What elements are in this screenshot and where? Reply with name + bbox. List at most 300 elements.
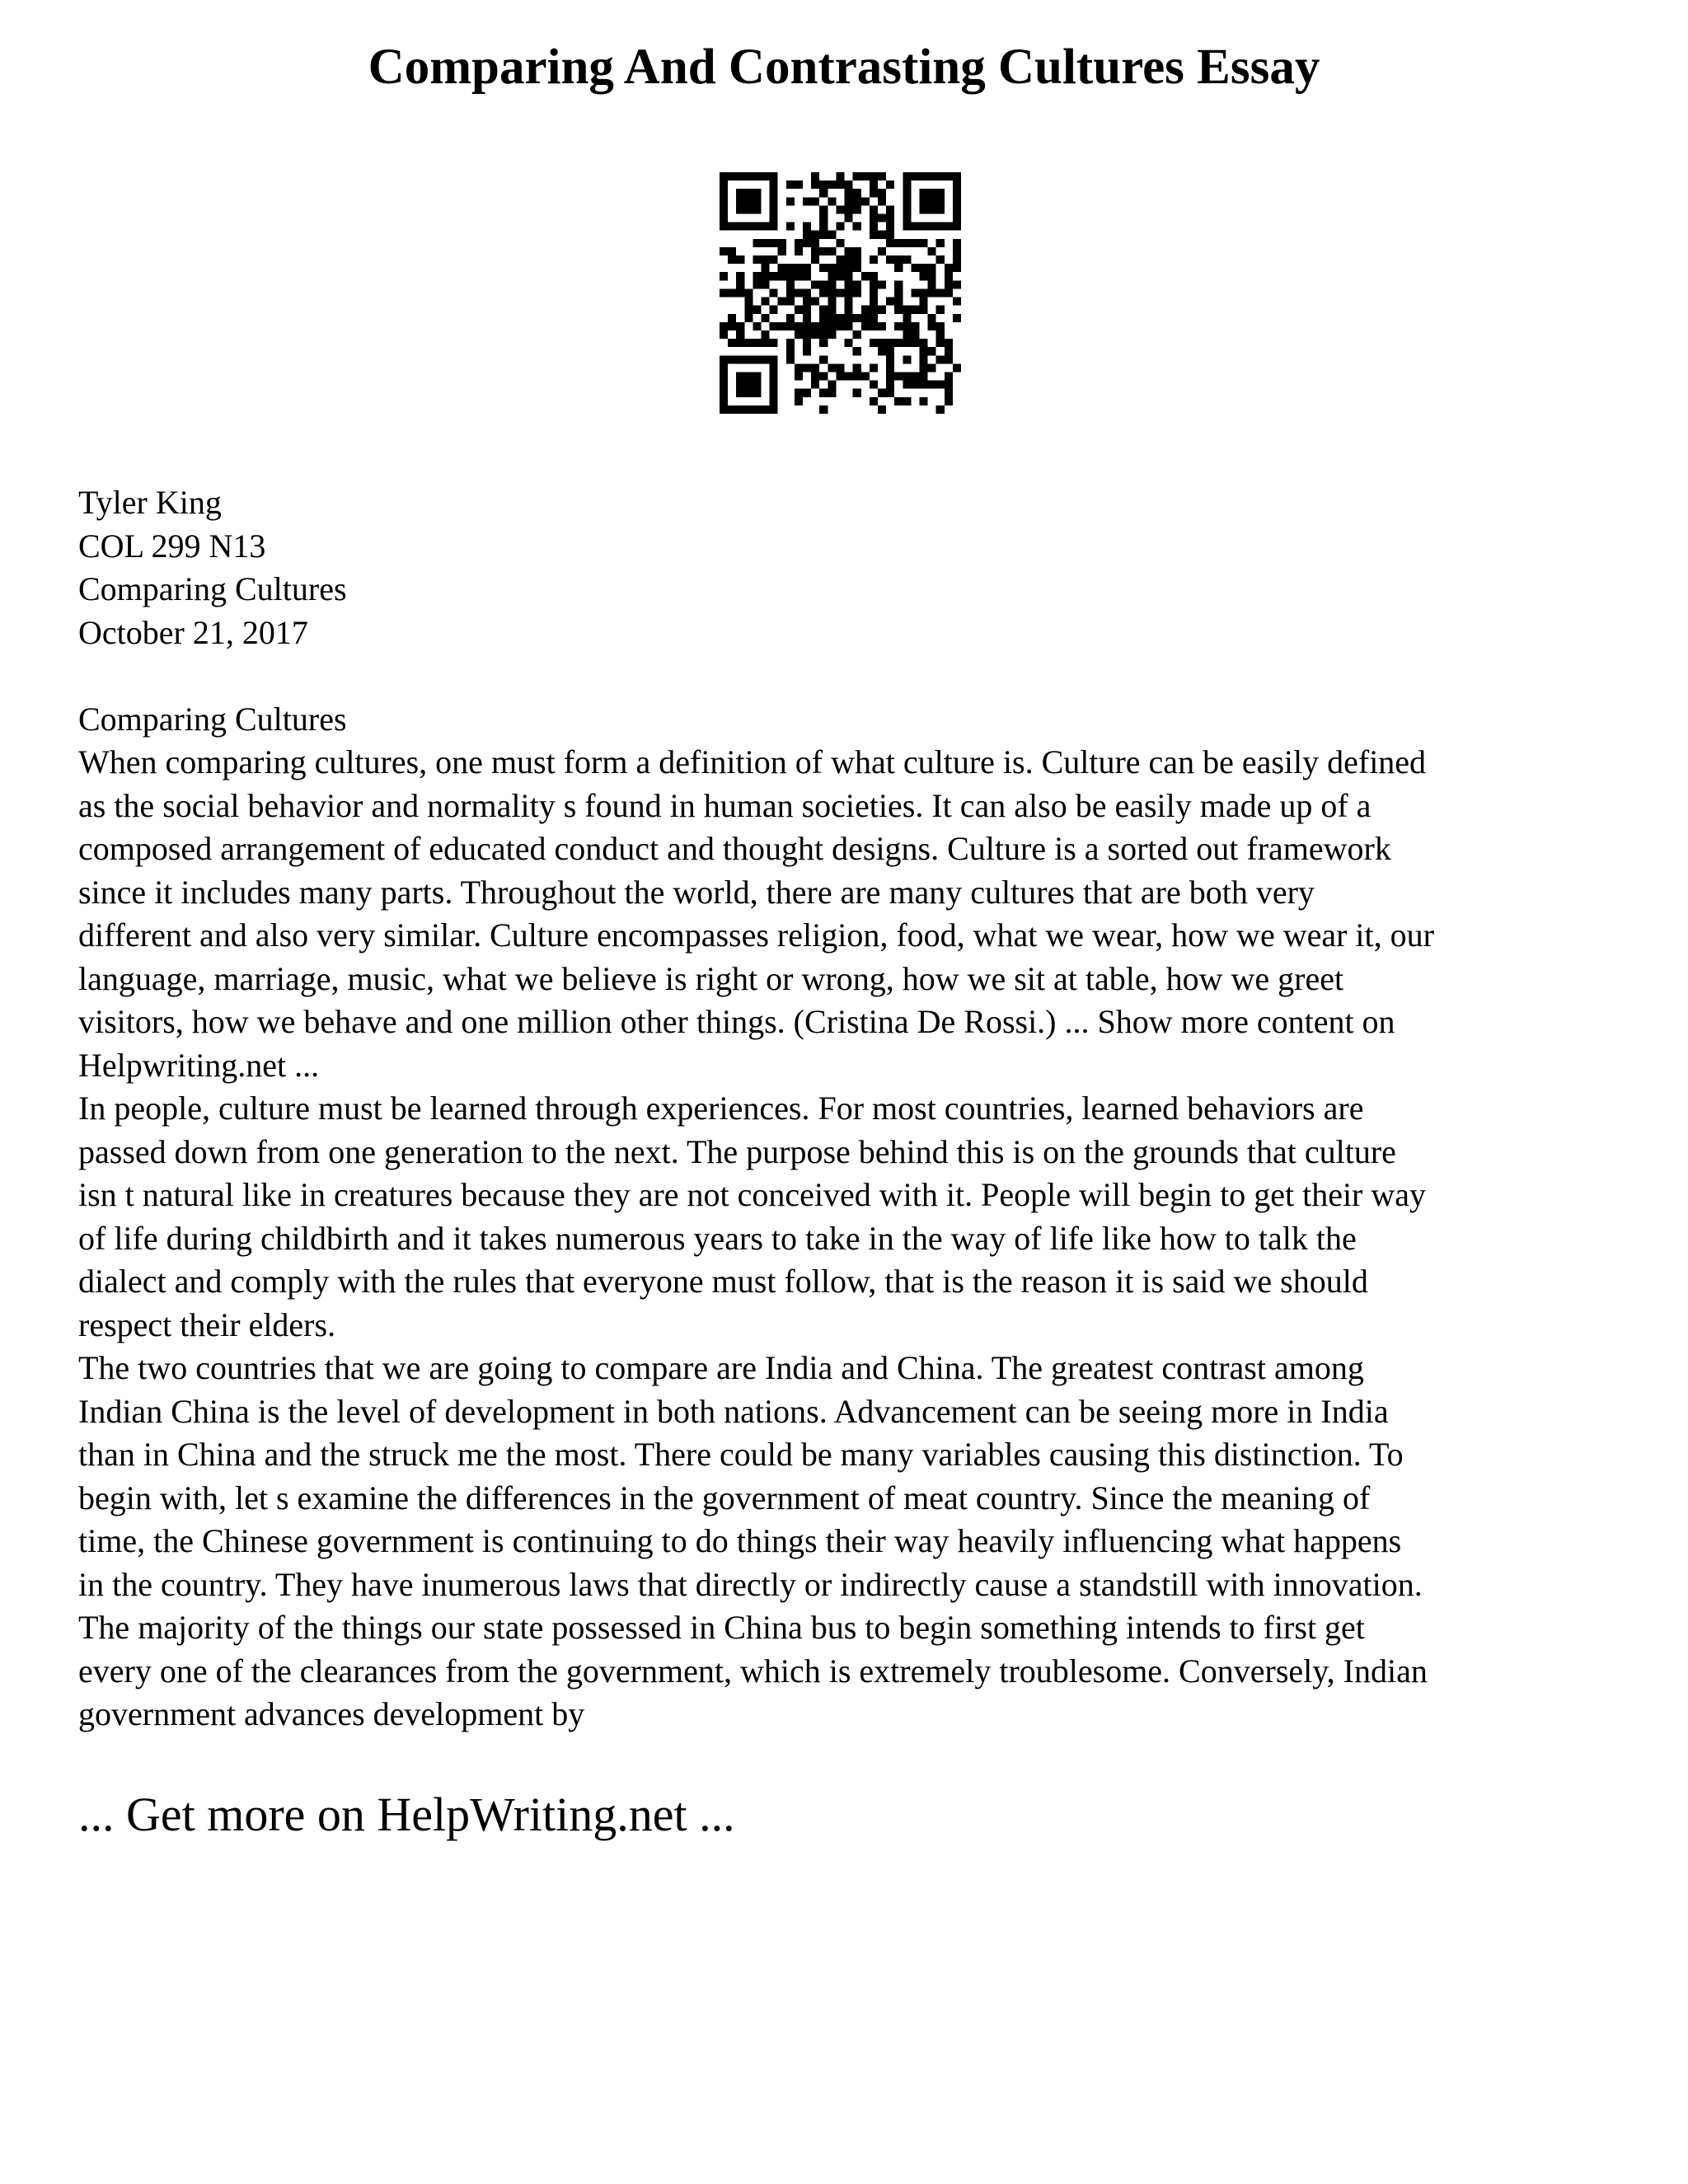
qr-module bbox=[736, 339, 744, 347]
qr-module bbox=[936, 239, 945, 247]
qr-module bbox=[762, 255, 770, 264]
qr-module bbox=[786, 347, 795, 355]
qr-module bbox=[845, 214, 853, 223]
qr-module bbox=[786, 180, 795, 189]
qr-module bbox=[770, 355, 778, 363]
qr-module bbox=[728, 314, 736, 322]
qr-module bbox=[770, 272, 778, 280]
qr-module bbox=[945, 381, 953, 389]
qr-module bbox=[753, 306, 761, 314]
qr-module bbox=[945, 172, 953, 180]
paragraph-line: language, marriage, music, what we believe is right or wrong, how we sit at table, how we greet bbox=[78, 959, 1344, 997]
qr-module bbox=[886, 339, 894, 347]
qr-module bbox=[770, 197, 778, 205]
qr-module bbox=[919, 264, 927, 272]
qr-module bbox=[770, 180, 778, 189]
qr-module bbox=[870, 339, 878, 347]
qr-module bbox=[803, 322, 811, 330]
qr-module bbox=[928, 314, 936, 322]
qr-module bbox=[853, 264, 861, 272]
qr-module bbox=[878, 306, 886, 314]
qr-module bbox=[744, 306, 753, 314]
qr-module bbox=[886, 381, 894, 389]
qr-module bbox=[836, 205, 844, 213]
qr-module bbox=[894, 372, 903, 380]
qr-module bbox=[919, 223, 927, 231]
qr-module bbox=[928, 280, 936, 288]
qr-module bbox=[878, 280, 886, 288]
qr-module bbox=[836, 272, 844, 280]
qr-module bbox=[903, 381, 911, 389]
qr-module bbox=[919, 298, 927, 306]
qr-module bbox=[770, 363, 778, 372]
qr-module bbox=[753, 372, 761, 380]
qr-module bbox=[853, 372, 861, 380]
qr-module bbox=[953, 280, 961, 288]
qr-module bbox=[945, 389, 953, 397]
qr-module bbox=[811, 231, 819, 239]
qr-module bbox=[945, 280, 953, 288]
qr-module bbox=[728, 172, 736, 180]
qr-module bbox=[861, 306, 870, 314]
qr-module bbox=[953, 205, 961, 213]
qr-module bbox=[836, 239, 844, 247]
qr-module bbox=[778, 247, 786, 255]
author-name: Tyler King bbox=[78, 484, 222, 521]
assignment-name: Comparing Cultures bbox=[78, 570, 347, 607]
qr-module bbox=[762, 239, 770, 247]
qr-module bbox=[720, 180, 728, 189]
qr-module bbox=[720, 405, 728, 414]
qr-module bbox=[753, 272, 761, 280]
qr-module bbox=[720, 288, 728, 297]
qr-module bbox=[886, 347, 894, 355]
qr-module bbox=[953, 214, 961, 223]
qr-module bbox=[770, 223, 778, 231]
qr-module bbox=[903, 214, 911, 223]
qr-module bbox=[928, 197, 936, 205]
qr-module bbox=[795, 330, 803, 339]
qr-module bbox=[720, 363, 728, 372]
paragraph-line: visitors, how we behave and one million other things. (Cristina De Rossi.) ... Show more content on bbox=[78, 1003, 1395, 1040]
paragraph-line: than in China and the struck me the most. There could be many variables causing this distinction. To bbox=[78, 1436, 1404, 1473]
qr-module bbox=[953, 180, 961, 189]
qr-module bbox=[919, 363, 927, 372]
paragraph-line: passed down from one generation to the next. The purpose behind this is on the grounds that culture bbox=[78, 1132, 1396, 1170]
qr-module bbox=[845, 314, 853, 322]
qr-module bbox=[770, 189, 778, 197]
qr-module bbox=[795, 272, 803, 280]
paragraph-line: dialect and comply with the rules that everyone must follow, that is the reason it is said we should bbox=[78, 1263, 1368, 1300]
qr-module bbox=[878, 247, 886, 255]
qr-module bbox=[753, 322, 761, 330]
qr-module bbox=[919, 239, 927, 247]
qr-module bbox=[720, 189, 728, 197]
qr-module bbox=[744, 405, 753, 414]
qr-module bbox=[811, 172, 819, 180]
qr-module bbox=[786, 197, 795, 205]
qr-module bbox=[928, 189, 936, 197]
qr-module bbox=[928, 347, 936, 355]
qr-module bbox=[936, 381, 945, 389]
qr-module bbox=[819, 223, 828, 231]
qr-module bbox=[744, 339, 753, 347]
qr-module bbox=[828, 330, 836, 339]
qr-module bbox=[736, 255, 744, 264]
qr-module bbox=[819, 189, 828, 197]
paragraph-line: every one of the clearances from the government, which is extremely troublesome. Conversely, Indian bbox=[78, 1652, 1428, 1690]
qr-module bbox=[919, 288, 927, 297]
qr-module bbox=[753, 223, 761, 231]
qr-module bbox=[878, 322, 886, 330]
qr-module bbox=[919, 172, 927, 180]
qr-module bbox=[845, 205, 853, 213]
qr-module bbox=[720, 397, 728, 405]
qr-module bbox=[919, 339, 927, 347]
qr-module bbox=[803, 197, 811, 205]
qr-module bbox=[945, 264, 953, 272]
qr-module bbox=[720, 322, 728, 330]
qr-module bbox=[828, 298, 836, 306]
qr-module bbox=[720, 223, 728, 231]
qr-module bbox=[803, 339, 811, 347]
qr-module bbox=[845, 306, 853, 314]
qr-module bbox=[928, 247, 936, 255]
qr-module bbox=[886, 255, 894, 264]
qr-module bbox=[753, 280, 761, 288]
qr-module bbox=[720, 172, 728, 180]
qr-module bbox=[728, 355, 736, 363]
qr-module bbox=[911, 264, 919, 272]
qr-module bbox=[811, 197, 819, 205]
qr-module bbox=[770, 288, 778, 297]
qr-module bbox=[845, 247, 853, 255]
qr-module bbox=[870, 288, 878, 297]
qr-module bbox=[803, 298, 811, 306]
qr-module bbox=[919, 205, 927, 213]
paragraph-line: The majority of the things our state possessed in China bus to begin something intends to first get bbox=[78, 1609, 1365, 1646]
qr-module bbox=[911, 172, 919, 180]
qr-module bbox=[720, 197, 728, 205]
qr-module bbox=[870, 280, 878, 288]
qr-module bbox=[911, 372, 919, 380]
qr-module bbox=[853, 389, 861, 397]
qr-module bbox=[870, 314, 878, 322]
qr-module bbox=[903, 223, 911, 231]
qr-module bbox=[762, 314, 770, 322]
qr-module bbox=[878, 197, 886, 205]
qr-module bbox=[744, 288, 753, 297]
qr-module bbox=[770, 172, 778, 180]
qr-module bbox=[928, 288, 936, 297]
qr-module bbox=[819, 205, 828, 213]
qr-module bbox=[894, 255, 903, 264]
qr-module bbox=[786, 272, 795, 280]
qr-module bbox=[919, 381, 927, 389]
qr-module bbox=[919, 372, 927, 380]
qr-module bbox=[762, 405, 770, 414]
qr-module bbox=[753, 189, 761, 197]
qr-module bbox=[770, 322, 778, 330]
qr-module bbox=[762, 355, 770, 363]
qr-module bbox=[836, 255, 844, 264]
qr-module bbox=[736, 381, 744, 389]
qr-module bbox=[795, 372, 803, 380]
qr-module bbox=[736, 389, 744, 397]
qr-module bbox=[911, 330, 919, 339]
qr-module bbox=[945, 272, 953, 280]
qr-module bbox=[803, 314, 811, 322]
qr-module bbox=[744, 389, 753, 397]
qr-module bbox=[928, 205, 936, 213]
qr-module bbox=[803, 347, 811, 355]
qr-module bbox=[894, 280, 903, 288]
qr-module bbox=[728, 322, 736, 330]
qr-module bbox=[886, 355, 894, 363]
qr-module bbox=[803, 389, 811, 397]
qr-module bbox=[886, 223, 894, 231]
qr-module bbox=[744, 314, 753, 322]
qr-module bbox=[919, 397, 927, 405]
qr-module bbox=[828, 231, 836, 239]
qr-module bbox=[886, 363, 894, 372]
qr-module bbox=[953, 223, 961, 231]
get-more-link[interactable]: ... Get more on HelpWriting.net ... bbox=[78, 1788, 735, 1841]
qr-module bbox=[770, 205, 778, 213]
qr-module bbox=[828, 288, 836, 297]
qr-module bbox=[720, 247, 728, 255]
qr-module bbox=[736, 288, 744, 297]
qr-module bbox=[919, 306, 927, 314]
qr-module bbox=[720, 272, 728, 280]
qr-module bbox=[786, 264, 795, 272]
qr-module bbox=[911, 306, 919, 314]
qr-module bbox=[819, 280, 828, 288]
qr-module bbox=[811, 298, 819, 306]
qr-module bbox=[819, 306, 828, 314]
qr-module bbox=[870, 214, 878, 223]
qr-module bbox=[795, 397, 803, 405]
qr-module bbox=[945, 347, 953, 355]
qr-module bbox=[903, 197, 911, 205]
qr-module bbox=[736, 355, 744, 363]
qr-module bbox=[928, 272, 936, 280]
qr-module bbox=[936, 223, 945, 231]
qr-module bbox=[736, 272, 744, 280]
qr-module bbox=[728, 339, 736, 347]
paragraph-line: begin with, let s examine the differences in the government of meat country. Since the meaning of bbox=[78, 1479, 1371, 1516]
qr-module bbox=[878, 389, 886, 397]
qr-module bbox=[845, 280, 853, 288]
qr-module bbox=[762, 223, 770, 231]
qr-module bbox=[728, 223, 736, 231]
qr-module bbox=[853, 223, 861, 231]
qr-module bbox=[878, 347, 886, 355]
qr-module bbox=[936, 306, 945, 314]
qr-module bbox=[945, 288, 953, 297]
qr-module bbox=[803, 306, 811, 314]
qr-module bbox=[845, 372, 853, 380]
qr-module bbox=[811, 239, 819, 247]
qr-module bbox=[919, 272, 927, 280]
qr-module bbox=[870, 189, 878, 197]
qr-module bbox=[819, 231, 828, 239]
qr-module bbox=[720, 389, 728, 397]
qr-module bbox=[928, 172, 936, 180]
paragraph-line: Indian China is the level of development in both nations. Advancement can be seeing more in India bbox=[78, 1392, 1389, 1430]
qr-module bbox=[828, 280, 836, 288]
qr-module bbox=[870, 397, 878, 405]
qr-module bbox=[744, 372, 753, 380]
qr-module bbox=[795, 363, 803, 372]
qr-module bbox=[936, 288, 945, 297]
qr-module bbox=[853, 189, 861, 197]
qr-module bbox=[786, 314, 795, 322]
paragraph-line: of life during childbirth and it takes numerous years to take in the way of life like how to talk the bbox=[78, 1219, 1357, 1257]
qr-module bbox=[903, 372, 911, 380]
qr-module bbox=[744, 189, 753, 197]
qr-module bbox=[753, 339, 761, 347]
qr-module bbox=[828, 389, 836, 397]
qr-module bbox=[919, 197, 927, 205]
qr-module bbox=[853, 255, 861, 264]
qr-module bbox=[819, 264, 828, 272]
qr-module bbox=[770, 239, 778, 247]
qr-module bbox=[819, 405, 828, 414]
qr-module bbox=[762, 339, 770, 347]
qr-module bbox=[819, 389, 828, 397]
qr-module bbox=[828, 306, 836, 314]
qr-module bbox=[836, 264, 844, 272]
qr-module bbox=[853, 197, 861, 205]
qr-module bbox=[786, 280, 795, 288]
qr-module bbox=[903, 397, 911, 405]
qr-module bbox=[945, 372, 953, 380]
qr-module bbox=[878, 339, 886, 347]
qr-module bbox=[886, 298, 894, 306]
qr-module bbox=[903, 314, 911, 322]
qr-module bbox=[953, 247, 961, 255]
qr-module bbox=[811, 247, 819, 255]
qr-module bbox=[728, 255, 736, 264]
qr-module bbox=[894, 288, 903, 297]
qr-module bbox=[720, 205, 728, 213]
qr-module bbox=[744, 298, 753, 306]
qr-module bbox=[828, 197, 836, 205]
qr-module bbox=[811, 363, 819, 372]
qr-module bbox=[845, 339, 853, 347]
essay-date: October 21, 2017 bbox=[78, 613, 308, 651]
paragraph-line: different and also very similar. Culture encompasses religion, food, what we wear, how we wear it, our bbox=[78, 916, 1434, 954]
qr-module bbox=[953, 298, 961, 306]
qr-module bbox=[720, 372, 728, 380]
qr-module bbox=[928, 223, 936, 231]
qr-module bbox=[928, 264, 936, 272]
qr-module bbox=[911, 339, 919, 347]
qr-module bbox=[753, 205, 761, 213]
qr-module bbox=[870, 298, 878, 306]
qr-module bbox=[803, 239, 811, 247]
qr-module bbox=[778, 239, 786, 247]
paragraph-line: in the country. They have inumerous laws that directly or indirectly cause a standstill with innovation. bbox=[78, 1565, 1423, 1603]
qr-module bbox=[819, 322, 828, 330]
qr-module bbox=[836, 322, 844, 330]
qr-module bbox=[886, 239, 894, 247]
qr-module bbox=[720, 330, 728, 339]
qr-module bbox=[770, 255, 778, 264]
qr-module bbox=[878, 405, 886, 414]
qr-module bbox=[853, 314, 861, 322]
qr-module bbox=[770, 214, 778, 223]
qr-module bbox=[786, 355, 795, 363]
qr-module bbox=[894, 298, 903, 306]
qr-module bbox=[870, 272, 878, 280]
qr-module bbox=[753, 389, 761, 397]
qr-module bbox=[845, 272, 853, 280]
qr-module bbox=[795, 288, 803, 297]
qr-module bbox=[936, 205, 945, 213]
qr-module bbox=[853, 205, 861, 213]
qr-module bbox=[870, 255, 878, 264]
qr-module bbox=[936, 330, 945, 339]
qr-module bbox=[894, 322, 903, 330]
qr-module bbox=[770, 397, 778, 405]
qr-module bbox=[736, 189, 744, 197]
qr-module bbox=[945, 397, 953, 405]
page-title: Comparing And Contrasting Cultures Essay bbox=[368, 40, 1320, 95]
qr-module bbox=[795, 389, 803, 397]
qr-module bbox=[736, 172, 744, 180]
qr-module bbox=[953, 189, 961, 197]
qr-module bbox=[919, 355, 927, 363]
essay-body bbox=[78, 741, 1628, 1736]
qr-module bbox=[903, 189, 911, 197]
qr-module bbox=[770, 405, 778, 414]
qr-module bbox=[803, 330, 811, 339]
qr-module bbox=[903, 239, 911, 247]
qr-module bbox=[811, 330, 819, 339]
qr-module bbox=[795, 180, 803, 189]
qr-module bbox=[819, 330, 828, 339]
qr-module bbox=[894, 264, 903, 272]
qr-module bbox=[819, 180, 828, 189]
qr-module bbox=[819, 339, 828, 347]
qr-module bbox=[753, 381, 761, 389]
qr-module bbox=[753, 172, 761, 180]
qr-module bbox=[953, 197, 961, 205]
qr-module bbox=[819, 288, 828, 297]
qr-module bbox=[753, 239, 761, 247]
qr-module bbox=[836, 288, 844, 297]
qr-module bbox=[853, 330, 861, 339]
qr-module bbox=[762, 280, 770, 288]
qr-module bbox=[736, 280, 744, 288]
qr-module bbox=[845, 322, 853, 330]
qr-module bbox=[728, 405, 736, 414]
qr-module bbox=[795, 239, 803, 247]
qr-module bbox=[861, 322, 870, 330]
qr-module bbox=[936, 189, 945, 197]
paragraph-2 bbox=[78, 1087, 1628, 1347]
qr-module bbox=[819, 214, 828, 223]
qr-module bbox=[811, 381, 819, 389]
qr-module bbox=[803, 223, 811, 231]
qr-module bbox=[828, 264, 836, 272]
qr-module bbox=[770, 339, 778, 347]
qr-module bbox=[945, 355, 953, 363]
qr-module bbox=[911, 223, 919, 231]
qr-module bbox=[936, 405, 945, 414]
